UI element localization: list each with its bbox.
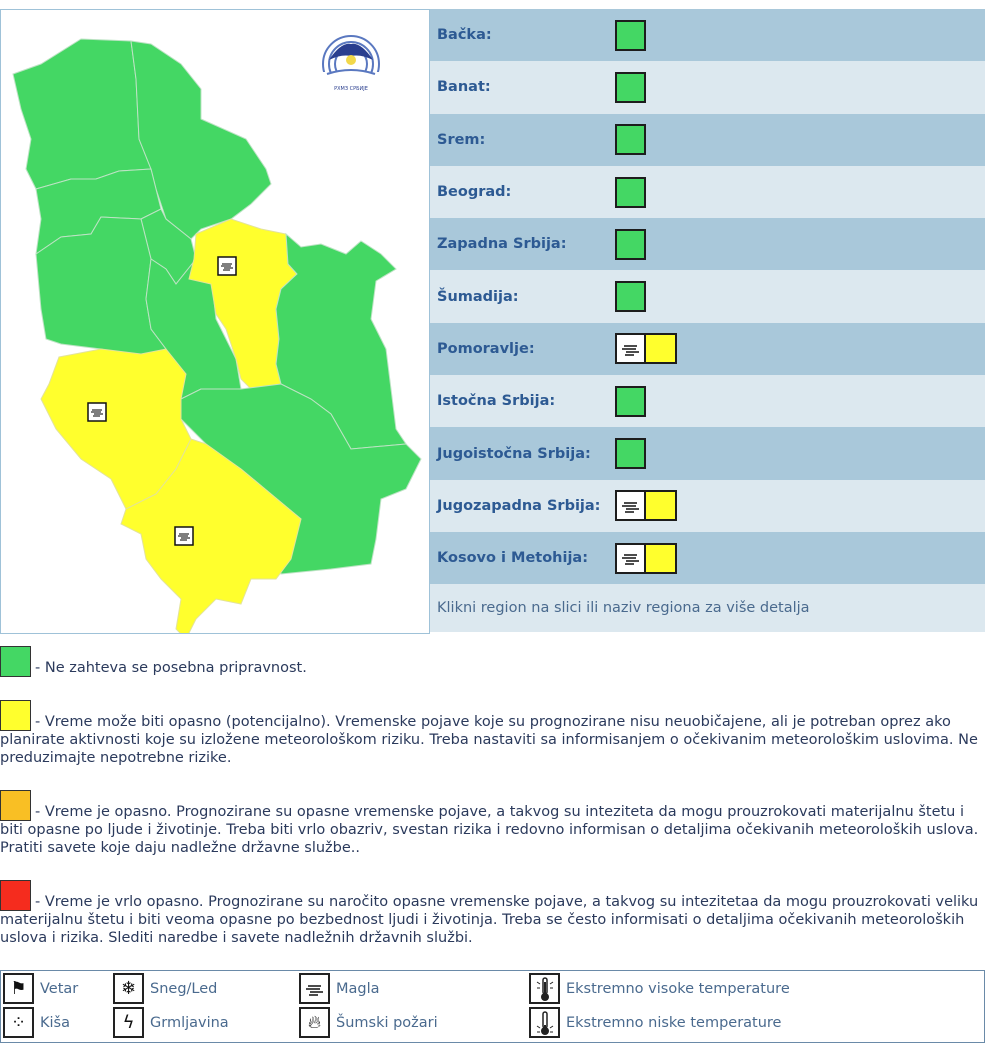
region-row-jugozapadna-srbija[interactable] [430, 480, 985, 532]
level-yellow-swatch [646, 543, 677, 574]
region-row-kosovo-i-metohija[interactable] [430, 532, 985, 584]
region-name[interactable]: Jugoistočna Srbija: [437, 445, 591, 462]
region-row-pomoravlje[interactable] [430, 323, 985, 375]
region-row-zapadna-srbija[interactable] [430, 218, 985, 270]
fog-icon [615, 543, 646, 574]
logo-text: РХМЗ СРБИЈЕ [334, 86, 368, 92]
phenomenon-cold: Ekstremno niske temperature [529, 1007, 781, 1038]
serbia-map [1, 10, 429, 633]
map-fog-icon-pomoravlje[interactable] [218, 257, 236, 275]
orange-level-swatch [0, 790, 31, 821]
region-row-beograd[interactable] [430, 166, 985, 218]
legend-orange [0, 790, 990, 857]
lightning-icon: ϟ [113, 1007, 144, 1038]
phenomenon-fog: Magla [299, 973, 380, 1004]
phenomenon-fire: 🔥︎ Šumski požari [299, 1007, 438, 1038]
level-green-swatch [615, 177, 646, 208]
legend-red [0, 880, 990, 947]
level-green-swatch [615, 438, 646, 469]
level-green-swatch [615, 386, 646, 417]
region-name[interactable]: Kosovo i Metohija: [437, 550, 589, 567]
legend-yellow-text: - Vreme može biti opasno (potencijalno). Vremenske pojave koje su prognozirane nisu neuobičajene, ali je potreban oprez ako planirate aktivnosti koje su izložene meteorološkom riziku. Treba nastaviti sa informisanjem o očekivanim meteorološkim uslovima. Ne preduzimajte nepotrebne rizike. [0, 714, 978, 766]
yellow-level-swatch [0, 700, 31, 731]
legend-green-text: - Ne zahteva se posebna pripravnost. [35, 660, 307, 676]
region-row-sumadija[interactable] [430, 270, 985, 322]
region-name[interactable]: Banat: [437, 79, 491, 96]
wind-icon: ⚑ [3, 973, 34, 1004]
fog-icon [615, 333, 646, 364]
fog-icon [299, 973, 330, 1004]
thermometer-cold-icon [529, 1007, 560, 1038]
table-note [430, 584, 985, 632]
region-name[interactable]: Beograd: [437, 184, 512, 201]
table-note-text: Klikni region na slici ili naziv regiona za više detalja [437, 600, 810, 617]
level-green-swatch [615, 20, 646, 51]
level-green-swatch [615, 124, 646, 155]
region-name[interactable]: Zapadna Srbija: [437, 236, 567, 253]
region-name[interactable]: Srem: [437, 131, 486, 148]
legend-yellow [0, 700, 990, 767]
map-region-backa[interactable] [13, 39, 151, 189]
region-table [429, 9, 985, 632]
map-fog-icon-jugozapadna[interactable] [88, 403, 106, 421]
region-row-istocna-srbija[interactable] [430, 375, 985, 427]
level-yellow-swatch [646, 333, 677, 364]
snowflake-icon: ❄ [113, 973, 144, 1004]
phenomenon-heat: Ekstremno visoke temperature [529, 973, 790, 1004]
level-green-swatch [615, 281, 646, 312]
phenomenon-thunder: ϟ Grmljavina [113, 1007, 229, 1038]
region-row-backa[interactable] [430, 9, 985, 61]
phenomena-legend [0, 970, 985, 1043]
region-row-srem[interactable] [430, 114, 985, 166]
region-name[interactable]: Šumadija: [437, 288, 519, 305]
legend-red-text: - Vreme je vrlo opasno. Prognozirane su naročito opasne vremenske pojave, a takvog su intezitetaa da mogu prouzrokovati veliku materijalnu štetu i biti veoma opasne po bezbednost ljudi i životinja. Treba se često informisati o detaljima očekivanih meteoroloških uslova i rizika. Slediti naredbe i savete nadležnih državnih službi. [0, 894, 979, 946]
region-name[interactable]: Bačka: [437, 27, 492, 44]
green-level-swatch [0, 646, 31, 677]
level-green-swatch [615, 229, 646, 260]
region-row-banat[interactable] [430, 61, 985, 113]
phenomenon-rain: ⁘ Kiša [3, 1007, 70, 1038]
forest-fire-icon: 🔥︎ [299, 1007, 330, 1038]
rhmz-logo [321, 36, 381, 96]
warning-map [0, 9, 430, 634]
phenomenon-snow: ❄ Sneg/Led [113, 973, 217, 1004]
level-yellow-swatch [646, 490, 677, 521]
region-name[interactable]: Istočna Srbija: [437, 393, 556, 410]
level-green-swatch [615, 72, 646, 103]
thermometer-hot-icon [529, 973, 560, 1004]
rain-icon: ⁘ [3, 1007, 34, 1038]
fog-icon [615, 490, 646, 521]
red-level-swatch [0, 880, 31, 911]
legend-orange-text: - Vreme je opasno. Prognozirane su opasne vremenske pojave, a takvog su inteziteta da mogu prouzrokovati materijalnu štetu i biti opasne po ljude i životinje. Treba biti vrlo obazriv, svestan rizika i redovno informisan o detaljima očekivanih meteoroloških uslova. Pratiti savete koje daju nadležne državne službe.. [0, 804, 979, 856]
map-fog-icon-kosovo[interactable] [175, 527, 193, 545]
legend-green [0, 646, 990, 677]
phenomenon-wind: ⚑ Vetar [3, 973, 78, 1004]
region-name[interactable]: Pomoravlje: [437, 340, 535, 357]
region-row-jugoistocna-srbija[interactable] [430, 427, 985, 479]
region-name[interactable]: Jugozapadna Srbija: [437, 497, 601, 514]
